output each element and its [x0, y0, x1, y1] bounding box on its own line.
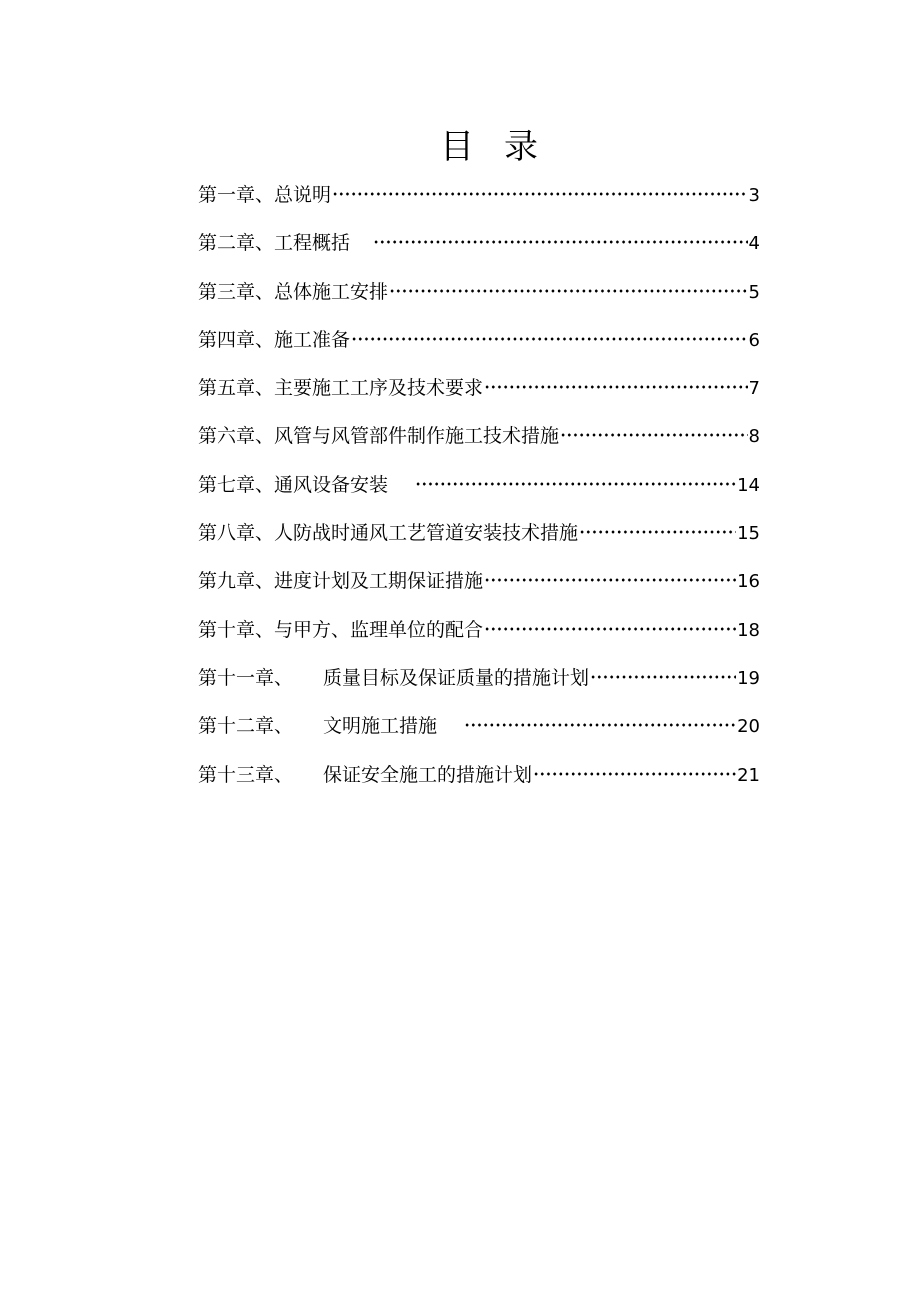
- chapter-separator: 、: [255, 328, 275, 351]
- chapter-separator: 、: [255, 184, 275, 206]
- page-number: 7: [748, 378, 760, 400]
- chapter-number: 第十章: [198, 618, 256, 641]
- page-number: 21: [737, 764, 760, 786]
- chapter-separator: 、: [274, 666, 294, 689]
- page-number: 3: [748, 185, 760, 206]
- dot-leader: [533, 761, 736, 781]
- chapter-number: 第五章: [198, 377, 256, 400]
- chapter-separator: 、: [274, 763, 294, 786]
- chapter-heading: 文明施工措施: [323, 715, 438, 738]
- chapter-heading: 风管与风管部件制作施工技术措施: [274, 425, 560, 448]
- toc-title-char-1: 目: [440, 127, 474, 167]
- toc-entry-2[interactable]: [198, 226, 760, 274]
- chapter-number: 第十一章: [198, 666, 275, 689]
- dot-leader: [484, 374, 748, 394]
- dot-leader: [590, 664, 736, 684]
- chapter-heading: 主要施工工序及技术要求: [274, 377, 484, 400]
- chapter-number: 第八章: [198, 522, 256, 545]
- chapter-number: 第六章: [198, 425, 256, 448]
- dot-leader: [484, 567, 736, 587]
- chapter-heading: 与甲方、监理单位的配合: [274, 618, 484, 641]
- chapter-separator: 、: [255, 425, 275, 448]
- chapter-number: 第二章: [198, 232, 256, 255]
- page-number: 5: [748, 281, 760, 303]
- chapter-number: 第十二章: [198, 715, 275, 738]
- dot-leader: [415, 471, 736, 491]
- chapter-heading: 质量目标及保证质量的措施计划: [323, 666, 590, 689]
- dot-leader: [351, 326, 748, 346]
- chapter-heading: 人防战时通风工艺管道安装技术措施: [274, 522, 579, 545]
- page-number: 19: [737, 667, 760, 689]
- toc-entry-4[interactable]: [198, 323, 760, 371]
- chapter-number: 第一章: [198, 184, 256, 206]
- chapter-heading: 进度计划及工期保证措施: [274, 570, 484, 593]
- dot-leader: [560, 422, 748, 442]
- chapter-separator: 、: [255, 570, 275, 593]
- chapter-heading: 总说明: [274, 184, 332, 206]
- page-number: 15: [737, 523, 760, 545]
- chapter-separator: 、: [255, 618, 275, 641]
- toc-entry-7[interactable]: [198, 468, 760, 516]
- chapter-separator: 、: [255, 473, 275, 496]
- chapter-number: 第三章: [198, 280, 256, 303]
- chapter-separator: 、: [255, 377, 275, 400]
- chapter-number: 第四章: [198, 328, 256, 351]
- page-number: 20: [737, 716, 760, 738]
- chapter-heading: 保证安全施工的措施计划: [323, 763, 533, 786]
- dot-leader: [464, 712, 736, 732]
- chapter-number: 第九章: [198, 570, 256, 593]
- chapter-heading: 工程概括: [274, 232, 351, 255]
- toc-entry-6[interactable]: [198, 419, 760, 467]
- chapter-separator: 、: [255, 280, 275, 303]
- page-number: 4: [748, 233, 760, 255]
- toc-entry-8[interactable]: [198, 516, 760, 564]
- dot-leader: [579, 519, 736, 539]
- toc-entry-10[interactable]: [198, 613, 760, 661]
- dot-leader: [332, 181, 748, 201]
- chapter-separator: 、: [255, 232, 275, 255]
- toc-entry-12[interactable]: [198, 709, 760, 757]
- chapter-heading: 总体施工安排: [274, 280, 389, 303]
- dot-leader: [484, 616, 736, 636]
- toc-entry-13[interactable]: [198, 758, 760, 806]
- toc-entry-5[interactable]: [198, 371, 760, 419]
- toc-entry-3[interactable]: [198, 275, 760, 323]
- page-number: 18: [737, 619, 760, 641]
- table-of-contents: [198, 178, 760, 806]
- chapter-separator: 、: [255, 522, 275, 545]
- toc-entry-1[interactable]: [198, 178, 760, 226]
- chapter-separator: 、: [274, 715, 294, 738]
- chapter-number: 第七章: [198, 473, 256, 496]
- chapter-heading: 通风设备安装: [274, 473, 389, 496]
- chapter-heading: 施工准备: [274, 328, 351, 351]
- toc-entry-9[interactable]: [198, 564, 760, 612]
- page-number: 6: [748, 329, 760, 351]
- chapter-number: 第十三章: [198, 763, 275, 786]
- page-number: 8: [748, 426, 760, 448]
- toc-entry-11[interactable]: [198, 661, 760, 709]
- dot-leader: [373, 229, 748, 249]
- page-number: 16: [737, 571, 760, 593]
- toc-title-char-2: 录: [504, 127, 538, 167]
- toc-title: [0, 124, 920, 170]
- page-number: 14: [737, 474, 760, 496]
- dot-leader: [389, 278, 748, 298]
